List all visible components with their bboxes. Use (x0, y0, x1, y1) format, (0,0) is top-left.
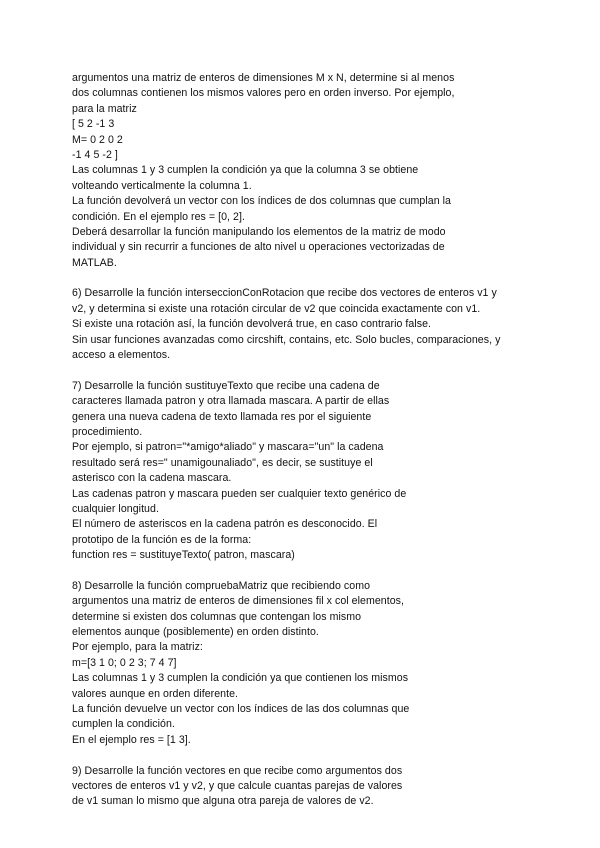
matrix-row: [ 5 2 -1 3 (72, 118, 115, 131)
text-line: El número de asteriscos en la cadena patrón es desconocido. El (72, 518, 378, 531)
paragraph-exercise-7 (72, 379, 532, 564)
text-line: genera una nueva cadena de texto llamada res por el siguiente (72, 410, 372, 423)
matrix-row: -1 4 5 -2 ] (72, 148, 118, 161)
paragraph-exercise-8 (72, 579, 532, 748)
text-line: acceso a elementos. (72, 349, 171, 362)
text-line: caracteres llamada patron y otra llamada mascara. A partir de ellas (72, 395, 390, 408)
paragraph-exercise-6 (72, 286, 532, 363)
text-line: Si existe una rotación así, la función devolverá true, en caso contrario false. (72, 318, 432, 331)
text-line: 7) Desarrolle la función sustituyeTexto que recibe una cadena de (72, 379, 380, 392)
text-line: 8) Desarrolle la función compruebaMatriz que recibiendo como (72, 579, 371, 592)
paragraph-exercise-5-continued (72, 71, 532, 271)
text-line: Las columnas 1 y 3 cumplen la condición ya que la columna 3 se obtiene (72, 164, 419, 177)
text-line: Las columnas 1 y 3 cumplen la condición ya que contienen los mismos (72, 672, 409, 685)
text-line: vectores de enteros v1 y v2, y que calcule cuantas parejas de valores (72, 779, 403, 792)
text-line: para la matriz (72, 102, 137, 115)
matrix-row: M= 0 2 0 2 (72, 133, 123, 146)
text-line: cumplen la condición. (72, 718, 175, 731)
text-line: Por ejemplo, para la matriz: (72, 641, 203, 654)
page-content (72, 71, 532, 810)
text-line: v2, y determina si existe una rotación circular de v2 que coincida exactamente con v1. (72, 302, 481, 315)
text-line: volteando verticalmente la columna 1. (72, 179, 252, 192)
text-line: Sin usar funciones avanzadas como circshift, contains, etc. Solo bucles, comparaciones, y (72, 333, 501, 346)
text-line: asterisco con la cadena mascara. (72, 472, 232, 485)
function-prototype: function res = sustituyeTexto( patron, mascara) (72, 549, 295, 562)
text-line: condición. En el ejemplo res = [0, 2]. (72, 210, 245, 223)
text-line: En el ejemplo res = [1 3]. (72, 733, 191, 746)
text-line: individual y sin recurrir a funciones de alto nivel u operaciones vectorizadas de (72, 241, 445, 254)
text-line: elementos aunque (posiblemente) en orden distinto. (72, 626, 319, 639)
text-line: cualquier longitud. (72, 502, 159, 515)
text-line: prototipo de la función es de la forma: (72, 533, 252, 546)
text-line: Por ejemplo, si patron="*amigo*aliado" y mascara="un" la cadena (72, 441, 384, 454)
text-line: La función devolverá un vector con los índices de dos columnas que cumplan la (72, 195, 451, 208)
text-line: resultado será res=" unamigounaliado", es decir, se sustituye el (72, 456, 373, 469)
text-line: Deberá desarrollar la función manipulando los elementos de la matriz de modo (72, 225, 446, 238)
text-line: dos columnas contienen los mismos valores pero en orden inverso. Por ejemplo, (72, 87, 455, 100)
text-line: 6) Desarrolle la función interseccionConRotacion que recibe dos vectores de enteros v1 y (72, 287, 497, 300)
text-line: determine si existen dos columnas que contengan los mismo (72, 610, 362, 623)
text-line: procedimiento. (72, 425, 143, 438)
text-line: argumentos una matriz de enteros de dimensiones M x N, determine si al menos (72, 72, 455, 84)
text-line: Las cadenas patron y mascara pueden ser cualquier texto genérico de (72, 487, 407, 500)
matrix-definition: m=[3 1 0; 0 2 3; 7 4 7] (72, 656, 177, 669)
text-line: MATLAB. (72, 256, 117, 269)
paragraph-exercise-9 (72, 764, 532, 810)
text-line: 9) Desarrolle la función vectores en que recibe como argumentos dos (72, 764, 403, 777)
text-line: de v1 suman lo mismo que alguna otra pareja de valores de v2. (72, 795, 374, 808)
text-line: La función devuelve un vector con los índices de las dos columnas que (72, 703, 410, 716)
text-line: valores aunque en orden diferente. (72, 687, 239, 700)
text-line: argumentos una matriz de enteros de dimensiones fil x col elementos, (72, 595, 404, 608)
